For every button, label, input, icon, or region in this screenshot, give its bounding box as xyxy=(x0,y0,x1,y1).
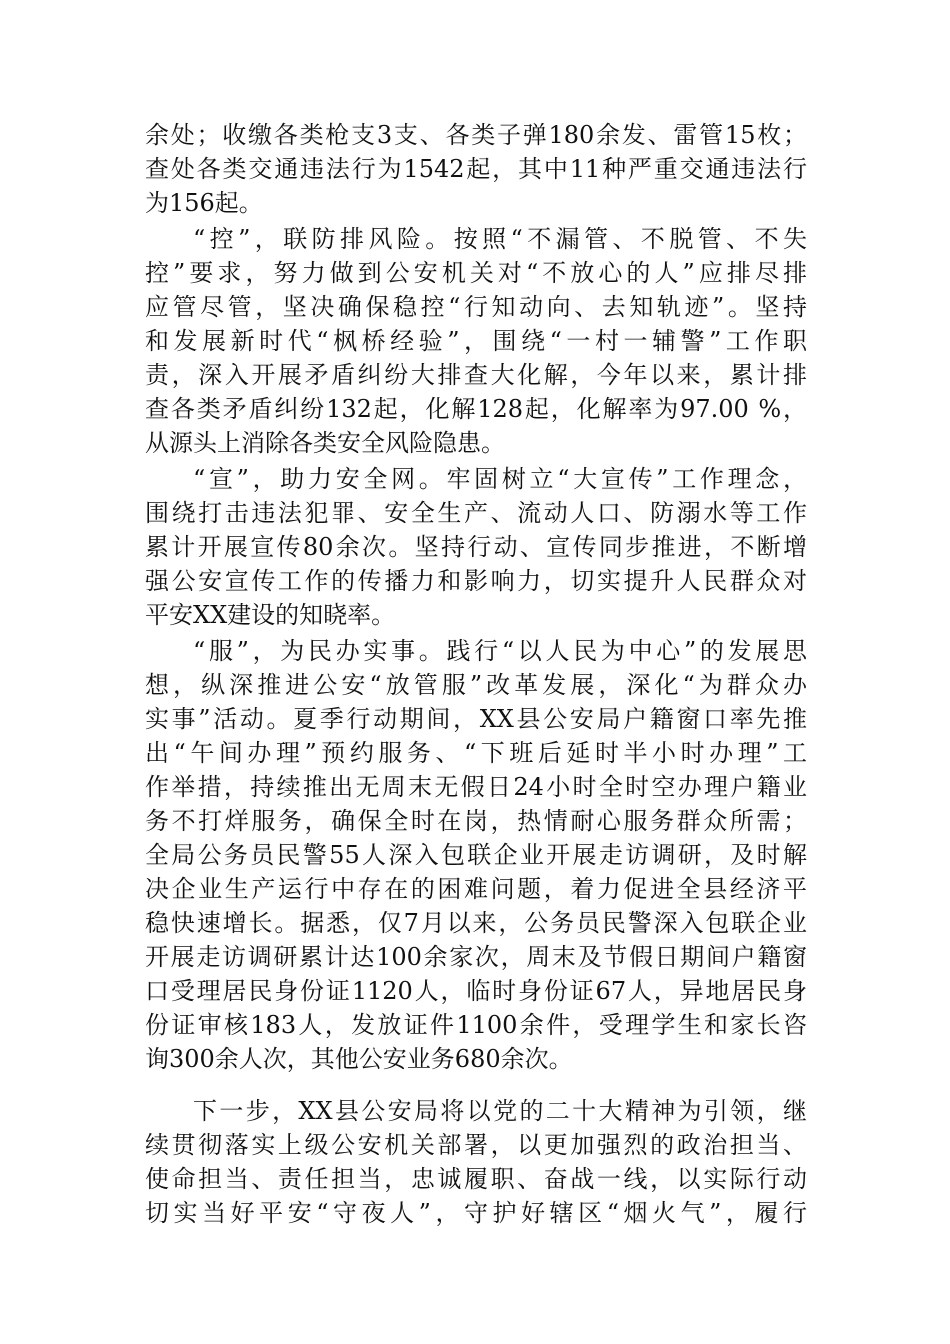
text-line: 续贯彻落实上级公安机关部署，以更加强烈的政治担当、 xyxy=(145,1131,807,1159)
text-line: 查各类矛盾纠纷132起，化解128起，化解率为97.00 %， xyxy=(145,395,807,423)
text-line: 累计开展宣传80余次。坚持行动、宣传同步推进，不断增 xyxy=(145,533,807,561)
paragraph-first-line: “服”，为民办实事。践行“以人民为中心”的发展思 xyxy=(193,637,807,665)
text-line: 和发展新时代“枫桥经验”，围绕“一村一辅警”工作职 xyxy=(145,327,807,355)
paragraph-first-line: “控”，联防排风险。按照“不漏管、不脱管、不失 xyxy=(193,225,807,253)
text-line: 强公安宣传工作的传播力和影响力，切实提升人民群众对 xyxy=(145,567,807,595)
text-line: 余处；收缴各类枪支3支、各类子弹180余发、雷管15枚； xyxy=(145,121,807,149)
text-line: 平安XX建设的知晓率。 xyxy=(145,601,396,629)
text-line: 从源头上消除各类安全风险隐患。 xyxy=(145,429,505,457)
text-line: 为156起。 xyxy=(145,189,263,217)
text-line: 全局公务员民警55人深入包联企业开展走访调研，及时解 xyxy=(145,841,807,869)
text-line: 口受理居民身份证1120人，临时身份证67人，异地居民身 xyxy=(145,977,807,1005)
paragraph-first-line: “宣”，助力安全网。牢固树立“大宣传”工作理念， xyxy=(193,465,807,493)
text-line: 想，纵深推进公安“放管服”改革发展，深化“为群众办 xyxy=(145,671,807,699)
text-line: 实事”活动。夏季行动期间，XX县公安局户籍窗口率先推 xyxy=(145,705,807,733)
text-line: 询300余人次，其他公安业务680余次。 xyxy=(145,1045,573,1073)
text-line: 控”要求，努力做到公安机关对“不放心的人”应排尽排 xyxy=(145,259,807,287)
text-line: 切实当好平安“守夜人”，守护好辖区“烟火气”，履行 xyxy=(145,1199,807,1227)
text-line: 出“午间办理”预约服务、“下班后延时半小时办理”工 xyxy=(145,739,807,767)
text-line: 查处各类交通违法行为1542起，其中11种严重交通违法行 xyxy=(145,155,807,183)
text-line: 稳快速增长。据悉，仅7月以来，公务员民警深入包联企业 xyxy=(145,909,807,937)
text-line: 应管尽管，坚决确保稳控“行知动向、去知轨迹”。坚持 xyxy=(145,293,807,321)
text-line: 使命担当、责任担当，忠诚履职、奋战一线，以实际行动 xyxy=(145,1165,807,1193)
text-line: 务不打烊服务，确保全时在岗，热情耐心服务群众所需； xyxy=(145,807,807,835)
text-line: 份证审核183人，发放证件1100余件，受理学生和家长咨 xyxy=(145,1011,807,1039)
text-line: 责，深入开展矛盾纠纷大排查大化解，今年以来，累计排 xyxy=(145,361,807,389)
paragraph-first-line: 下一步，XX县公安局将以党的二十大精神为引领，继 xyxy=(193,1097,807,1125)
text-line: 决企业生产运行中存在的困难问题，着力促进全县经济平 xyxy=(145,875,807,903)
text-line: 作举措，持续推出无周末无假日24小时全时空办理户籍业 xyxy=(145,773,807,801)
text-line: 开展走访调研累计达100余家次，周末及节假日期间户籍窗 xyxy=(145,943,807,971)
text-line: 围绕打击违法犯罪、安全生产、流动人口、防溺水等工作 xyxy=(145,499,807,527)
